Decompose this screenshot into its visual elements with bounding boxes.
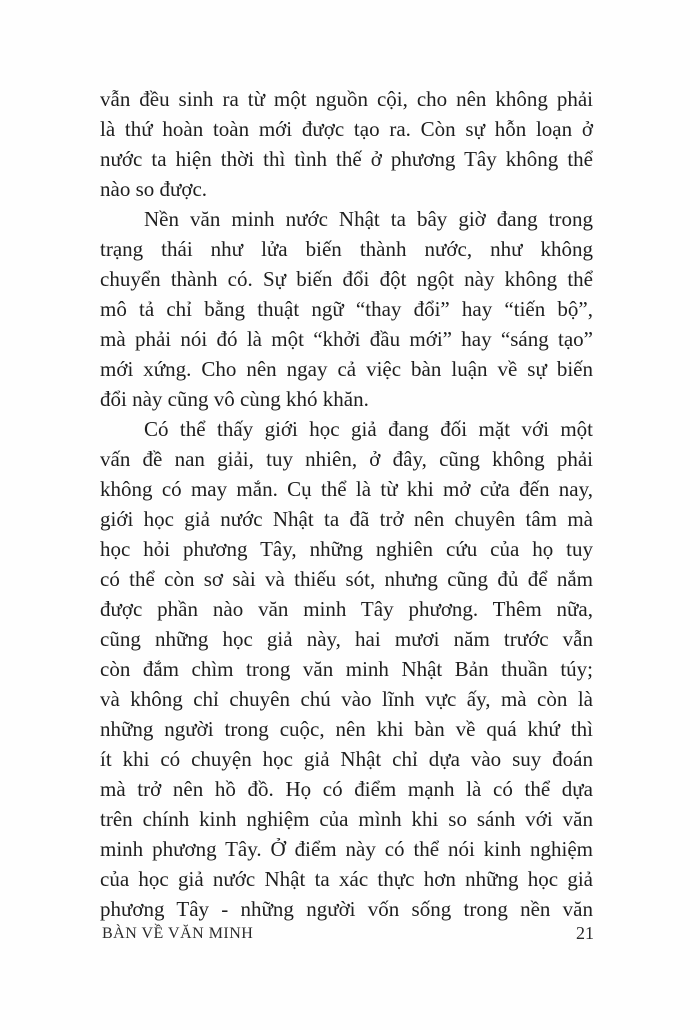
text-line: minh phương Tây. Ở điểm này có thể nói kinh nghiệm <box>100 837 593 861</box>
text-line: có thể còn sơ sài và thiếu sót, nhưng cũng đủ để nắm <box>100 567 593 591</box>
text-line: là thứ hoàn toàn mới được tạo ra. Còn sự hỗn loạn ở <box>100 117 593 141</box>
text-line: trạng thái như lửa biến thành nước, như không <box>100 237 593 261</box>
text-line: học hỏi phương Tây, những nghiên cứu của họ tuy <box>100 537 593 561</box>
text-line: và không chỉ chuyên chú vào lĩnh vực ấy, mà còn là <box>100 687 593 711</box>
body-text <box>100 84 593 924</box>
text-line: mới xứng. Cho nên ngay cả việc bàn luận về sự biến <box>100 357 593 381</box>
text-line: của học giả nước Nhật ta xác thực hơn những học giả <box>100 867 593 891</box>
text-line: phương Tây - những người vốn sống trong nền văn <box>100 897 593 921</box>
text-line: giới học giả nước Nhật ta đã trở nên chuyên tâm mà <box>100 507 593 531</box>
paragraph-first-line: Có thể thấy giới học giả đang đối mặt với một <box>144 417 593 441</box>
text-line: không có may mắn. Cụ thể là từ khi mở cửa đến nay, <box>100 477 593 501</box>
page-number: 21 <box>576 923 594 943</box>
text-line: mô tả chỉ bằng thuật ngữ “thay đổi” hay “tiến bộ”, <box>100 297 593 321</box>
text-line: mà phải nói đó là một “khởi đầu mới” hay “sáng tạo” <box>100 327 593 351</box>
text-line: mà trở nên hồ đồ. Họ có điểm mạnh là có thể dựa <box>100 777 593 801</box>
text-line: còn đắm chìm trong văn minh Nhật Bản thuần túy; <box>100 657 593 681</box>
paragraph-first-line: Nền văn minh nước Nhật ta bây giờ đang trong <box>144 207 593 231</box>
text-line: nào so được. <box>100 177 208 201</box>
text-line: chuyển thành có. Sự biến đổi đột ngột này không thể <box>100 267 593 291</box>
running-footer-title: BÀN VỀ VĂN MINH <box>102 925 254 942</box>
text-line: những người trong cuộc, nên khi bàn về quá khứ thì <box>100 717 593 741</box>
text-line: trên chính kinh nghiệm của mình khi so sánh với văn <box>100 807 593 831</box>
text-line: được phần nào văn minh Tây phương. Thêm nữa, <box>100 597 593 621</box>
text-line: cũng những học giả này, hai mươi năm trước vẫn <box>100 627 593 651</box>
text-line: nước ta hiện thời thì tình thế ở phương Tây không thể <box>100 147 593 171</box>
text-line: ít khi có chuyện học giả Nhật chỉ dựa vào suy đoán <box>100 747 593 771</box>
text-line: vẫn đều sinh ra từ một nguồn cội, cho nên không phải <box>100 87 593 111</box>
text-line: vấn đề nan giải, tuy nhiên, ở đây, cũng không phải <box>100 447 593 471</box>
text-line: đổi này cũng vô cùng khó khăn. <box>100 387 369 411</box>
